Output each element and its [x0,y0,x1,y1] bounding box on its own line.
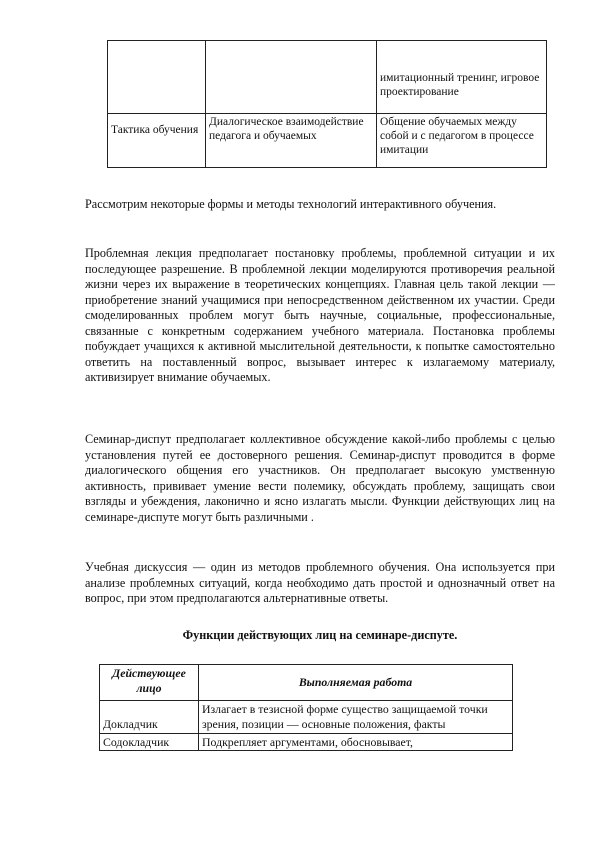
roles-table [99,664,513,751]
table-cell [108,41,206,114]
table-cell [206,41,377,114]
paragraph-discussion: Учебная дискуссия — один из методов проблемного обучения. Она используется при анализе проблемных ситуаций, когда необходимо дать простой и однозначный ответ на вопрос, при этом предполагаются альтернативные ответы. [85,560,555,606]
table-header-row [100,665,513,701]
comparison-table [107,40,547,168]
paragraph-problem-lecture: Проблемная лекция предполагает постановку проблемы, проблемной ситуации и их последующее разрешение. В проблемной лекции моделируются противоречия реальной жизни через их выражение в теоретических концепциях. Главная цель такой лекции — приобретение знаний учащимися при непосредственном действенном их участии. Среди смоделированных проблем могут быть научные, социальные, профессиональные, связанные с конкретным содержанием учебного материала. Постановка проблемы побуждает учащихся к активной мыслительной деятельности, к попытке самостоятельно ответить на поставленный вопрос, вызывает интерес к излагаемому материалу, активизирует внимание обучаемых. [85,246,555,385]
table-row [100,733,513,751]
table-row [108,41,547,114]
table-row [100,701,513,734]
table-row [108,114,547,168]
work-cell: Подкрепляет аргументами, обосновывает, [199,733,513,751]
header-cell-role: Действующее лицо [100,665,199,701]
work-cell: Излагает в тезисной форме существо защищаемой точки зрения, позиции — основные положения, факты [199,701,513,734]
role-cell: Докладчик [100,701,199,734]
table-cell: Тактика обучения [108,114,206,168]
table-caption: Функции действующих лиц на семинаре-диспуте. [182,628,458,642]
header-cell-work: Выполняемая работа [199,665,513,701]
table-cell: Диалогическое взаимодействие педагога и обучаемых [206,114,377,168]
paragraph-intro: Рассмотрим некоторые формы и методы технологий интерактивного обучения. [85,197,497,212]
table-cell: Общение обучаемых между собой и с педагогом в процессе имитации [377,114,547,168]
paragraph-seminar-dispute: Семинар-диспут предполагает коллективное обсуждение какой-либо проблемы с целью установления путей ее достоверного решения. Семинар-диспут проводится в форме диалогического общения его участников. Он предполагает высокую умственную активность, прививает умение вести полемику, обсуждать проблему, защищать свои взгляды и убеждения, лаконично и ясно излагать мысли. Функции действующих лиц на семинаре-диспуте могут быть различными . [85,432,555,524]
role-cell: Содокладчик [100,733,199,751]
table-cell: имитационный тренинг, игровое проектирование [377,41,547,114]
